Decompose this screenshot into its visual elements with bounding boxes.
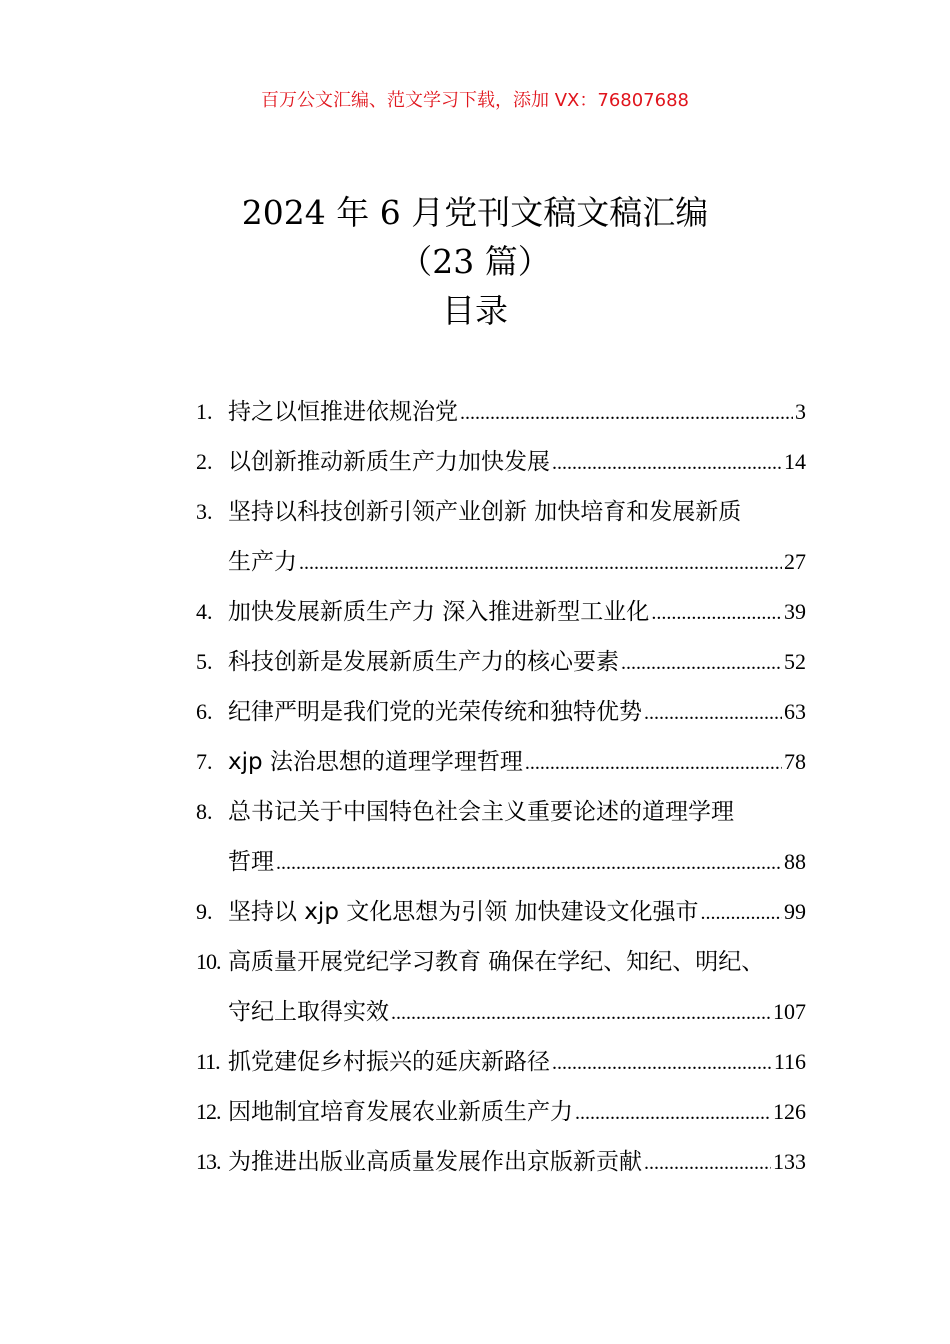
toc-entry-number: 5.: [196, 649, 213, 674]
toc-entry-title-continued: 哲理: [228, 849, 274, 875]
toc-entry-10-continued[interactable]: [196, 989, 806, 1039]
toc-entry-page: 3: [795, 399, 806, 424]
toc-entry-6[interactable]: [196, 689, 806, 739]
toc-entry-page: 27: [784, 549, 806, 574]
toc-entry-title: 科技创新是发展新质生产力的核心要素: [228, 649, 619, 675]
toc-entry-title: 高质量开展党纪学习教育 确保在学纪、知纪、明纪、: [228, 949, 765, 975]
toc-entry-title: 总书记关于中国特色社会主义重要论述的道理学理: [228, 799, 734, 825]
toc-entry-page: 133: [773, 1149, 806, 1174]
toc-leader-dots: [552, 440, 782, 486]
toc-entry-page: 88: [784, 849, 806, 874]
toc-entry-title-continued: 守纪上取得实效: [228, 999, 389, 1025]
toc-entry-3[interactable]: [196, 489, 806, 539]
toc-leader-dots: [525, 740, 782, 786]
toc-entry-number: 9.: [196, 899, 213, 924]
toc-entry-number: 3.: [196, 499, 213, 524]
toc-leader-dots: [701, 890, 782, 936]
toc-leader-dots: [621, 640, 782, 686]
toc-entry-number: 12.: [196, 1099, 221, 1124]
toc-leader-dots: [276, 840, 782, 886]
toc-entry-10[interactable]: [196, 939, 806, 989]
toc-entry-title: 坚持以 xjp 文化思想为引领 加快建设文化强市: [228, 899, 699, 925]
toc-entry-title: 因地制宜培育发展农业新质生产力: [228, 1099, 573, 1125]
toc-entry-title: 坚持以科技创新引领产业创新 加快培育和发展新质: [228, 499, 742, 525]
toc-entry-4[interactable]: [196, 589, 806, 639]
toc-entry-title: 加快发展新质生产力 深入推进新型工业化: [228, 599, 650, 625]
header-note: 百万公文汇编、范文学习下载，添加 VX：76807688: [261, 90, 689, 111]
toc-entry-7[interactable]: [196, 739, 806, 789]
toc-entry-page: 39: [784, 599, 806, 624]
toc-entry-11[interactable]: [196, 1039, 806, 1089]
toc-entry-title-continued: 生产力: [228, 549, 297, 575]
toc-entry-number: 10.: [196, 949, 221, 974]
toc-entry-3-continued[interactable]: [196, 539, 806, 589]
toc-entry-page: 107: [773, 999, 806, 1024]
toc-entry-13[interactable]: [196, 1139, 806, 1189]
toc-leader-dots: [651, 590, 782, 636]
toc-entry-title: 以创新推动新质生产力加快发展: [228, 449, 550, 475]
toc-entry-page: 99: [784, 899, 806, 924]
toc-entry-number: 6.: [196, 699, 213, 724]
toc-entry-number: 13.: [196, 1149, 221, 1174]
toc-entry-number: 2.: [196, 449, 213, 474]
toc-leader-dots: [299, 540, 782, 586]
toc-entry-title: 抓党建促乡村振兴的延庆新路径: [228, 1049, 550, 1075]
document-title: 2024 年 6 月党刊文稿文稿汇编: [241, 193, 709, 232]
toc-leader-dots: [391, 990, 771, 1036]
toc-entry-title: 纪律严明是我们党的光荣传统和独特优势: [228, 699, 642, 725]
toc-entry-title: xjp 法治思想的道理学理哲理: [228, 749, 523, 775]
toc-leader-dots: [552, 1040, 772, 1086]
toc-entry-12[interactable]: [196, 1089, 806, 1139]
toc-entry-5[interactable]: [196, 639, 806, 689]
document-subtitle-count: （23 篇）: [399, 242, 551, 281]
toc-entry-number: 1.: [196, 399, 213, 424]
toc-leader-dots: [644, 690, 782, 736]
toc-entry-number: 7.: [196, 749, 213, 774]
toc-heading: 目录: [442, 291, 508, 330]
toc-entry-page: 116: [773, 1049, 806, 1074]
toc-entry-number: 8.: [196, 799, 213, 824]
toc-entry-title: 持之以恒推进依规治党: [228, 399, 458, 425]
toc-entry-number: 4.: [196, 599, 213, 624]
toc-entry-1[interactable]: [196, 389, 806, 439]
toc-entry-8-continued[interactable]: [196, 839, 806, 889]
toc-entry-8[interactable]: [196, 789, 806, 839]
toc-entry-page: 126: [773, 1099, 806, 1124]
toc-entry-page: 52: [784, 649, 806, 674]
toc-entry-page: 14: [784, 449, 806, 474]
table-of-contents: [196, 389, 806, 1189]
toc-entry-title: 为推进出版业高质量发展作出京版新贡献: [228, 1149, 642, 1175]
toc-entry-9[interactable]: [196, 889, 806, 939]
toc-entry-page: 63: [784, 699, 806, 724]
toc-leader-dots: [644, 1140, 771, 1186]
toc-entry-2[interactable]: [196, 439, 806, 489]
toc-entry-number: 11.: [196, 1049, 220, 1074]
toc-leader-dots: [460, 390, 793, 436]
toc-leader-dots: [575, 1090, 771, 1136]
toc-entry-page: 78: [784, 749, 806, 774]
